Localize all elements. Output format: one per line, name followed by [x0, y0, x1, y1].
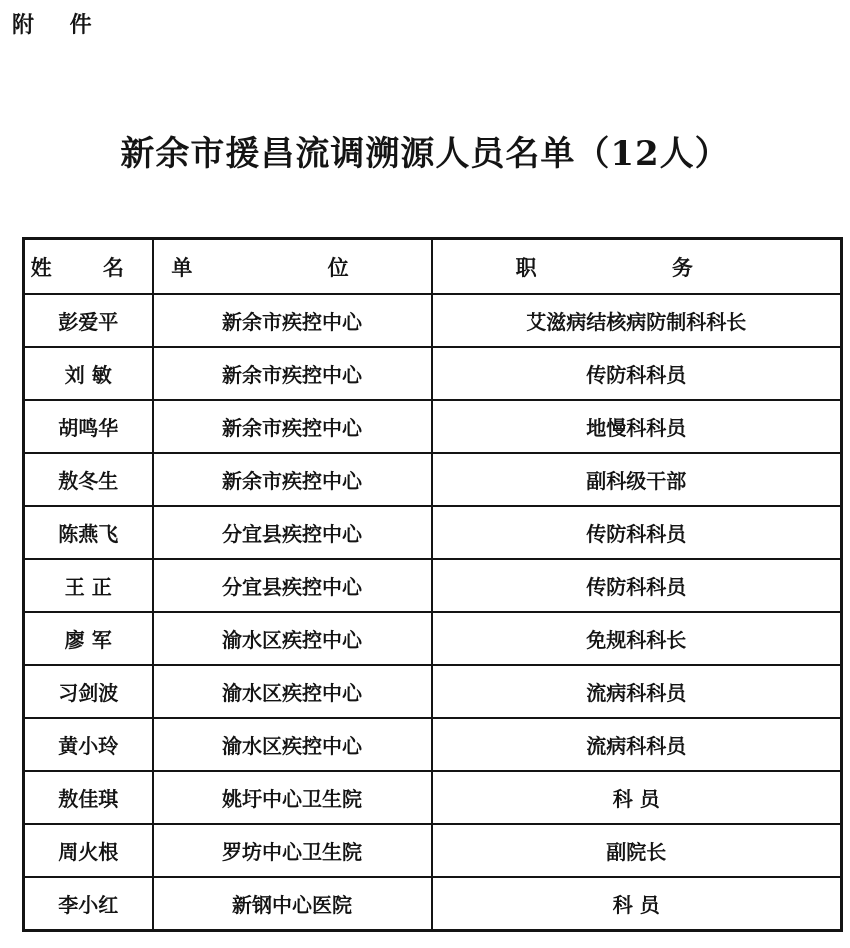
cell-position: 免规科科长: [432, 612, 842, 665]
cell-position: 副科级干部: [432, 453, 842, 506]
cell-name: 王 正: [24, 559, 153, 612]
table-row: [24, 665, 842, 718]
table-row: [24, 718, 842, 771]
cell-name: 胡鸣华: [24, 400, 153, 453]
cell-unit: 分宜县疾控中心: [153, 559, 432, 612]
header-unit: 单 位: [153, 239, 432, 295]
cell-unit: 罗坊中心卫生院: [153, 824, 432, 877]
cell-name: 敖冬生: [24, 453, 153, 506]
cell-name: 敖佳琪: [24, 771, 153, 824]
cell-position: 副院长: [432, 824, 842, 877]
table-row: [24, 877, 842, 931]
table-header: [24, 239, 842, 295]
cell-position: 流病科科员: [432, 718, 842, 771]
attachment-label: 附 件: [12, 13, 106, 38]
table-row: [24, 559, 842, 612]
cell-unit: 新余市疾控中心: [153, 347, 432, 400]
cell-name: 李小红: [24, 877, 153, 931]
cell-name: 彭爱平: [24, 294, 153, 347]
personnel-table: [22, 237, 843, 932]
cell-unit: 渝水区疾控中心: [153, 612, 432, 665]
cell-position: 传防科科员: [432, 559, 842, 612]
cell-position: 地慢科科员: [432, 400, 842, 453]
table-row: [24, 771, 842, 824]
table-row: [24, 453, 842, 506]
cell-unit: 分宜县疾控中心: [153, 506, 432, 559]
cell-name: 陈燕飞: [24, 506, 153, 559]
cell-unit: 姚圩中心卫生院: [153, 771, 432, 824]
cell-unit: 新余市疾控中心: [153, 453, 432, 506]
cell-name: 黄小玲: [24, 718, 153, 771]
cell-position: 科 员: [432, 877, 842, 931]
table-row: [24, 400, 842, 453]
cell-unit: 渝水区疾控中心: [153, 718, 432, 771]
header-name: 姓 名: [24, 239, 153, 295]
cell-position: 传防科科员: [432, 347, 842, 400]
cell-position: 科 员: [432, 771, 842, 824]
header-position: 职 务: [432, 239, 842, 295]
header-row: [24, 239, 842, 295]
cell-position: 流病科科员: [432, 665, 842, 718]
table-row: [24, 506, 842, 559]
table-body: [24, 294, 842, 931]
cell-position: 艾滋病结核病防制科科长: [432, 294, 842, 347]
cell-name: 习剑波: [24, 665, 153, 718]
cell-name: 廖 军: [24, 612, 153, 665]
cell-unit: 新余市疾控中心: [153, 400, 432, 453]
cell-unit: 新余市疾控中心: [153, 294, 432, 347]
cell-unit: 新钢中心医院: [153, 877, 432, 931]
document-title: 新余市援昌流调溯源人员名单（12人）: [120, 134, 730, 174]
cell-unit: 渝水区疾控中心: [153, 665, 432, 718]
cell-name: 周火根: [24, 824, 153, 877]
cell-name: 刘 敏: [24, 347, 153, 400]
table-row: [24, 824, 842, 877]
table-row: [24, 347, 842, 400]
cell-position: 传防科科员: [432, 506, 842, 559]
table-row: [24, 294, 842, 347]
table-row: [24, 612, 842, 665]
